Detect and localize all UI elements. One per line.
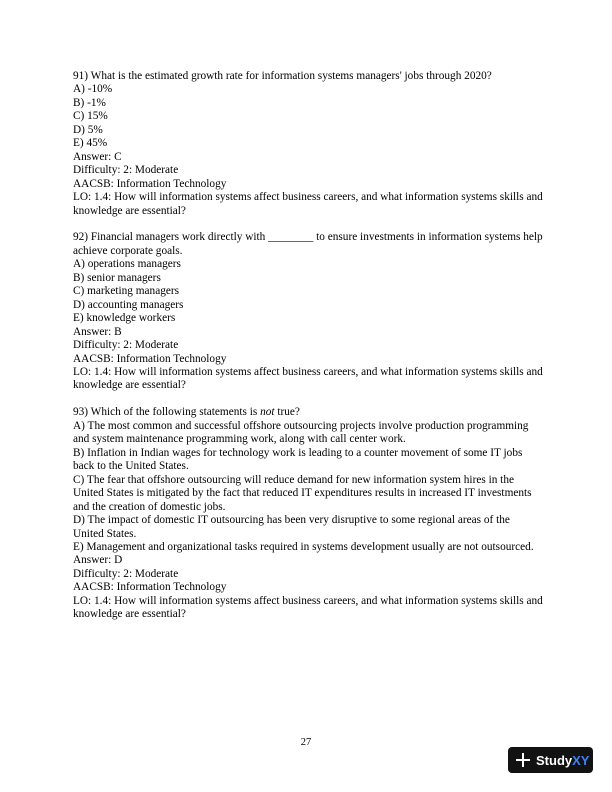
- stem-before: 93) Which of the following statements is: [73, 406, 261, 419]
- option-e: E) Management and organizational tasks required in systems development usually are not outsourced.: [73, 540, 534, 553]
- question-stem: [73, 406, 543, 419]
- question-91: [73, 70, 543, 218]
- learning-objective: LO: 1.4: How will information systems affect business careers, and what information systems skills and knowledge are essential?: [73, 366, 543, 392]
- page-number: 27: [300, 737, 312, 748]
- plus-icon: [514, 751, 532, 769]
- option-c: C) 15%: [73, 110, 108, 123]
- question-stem: 91) What is the estimated growth rate for information systems managers' jobs through 2020?: [73, 70, 492, 82]
- difficulty: Difficulty: 2: Moderate: [73, 164, 179, 177]
- difficulty: Difficulty: 2: Moderate: [73, 567, 179, 580]
- answer: Answer: C: [73, 150, 122, 163]
- difficulty: Difficulty: 2: Moderate: [73, 339, 179, 352]
- option-e: E) 45%: [73, 137, 108, 150]
- option-d: D) The impact of domestic IT outsourcing has been very disruptive to some regional areas of the United States.: [73, 514, 510, 540]
- option-a: A) -10%: [73, 83, 113, 96]
- badge-text: [536, 753, 589, 768]
- stem-emphasis: not: [260, 406, 275, 419]
- question-stem: 92) Financial managers work directly with ________ to ensure investments in information systems help achieve corporate goals.: [73, 231, 543, 257]
- learning-objective: LO: 1.4: How will information systems affect business careers, and what information systems skills and knowledge are essential?: [73, 594, 543, 621]
- question-93: [73, 406, 543, 621]
- aacsb: AACSB: Information Technology: [73, 352, 227, 365]
- aacsb: AACSB: Information Technology: [73, 177, 227, 190]
- option-d: D) accounting managers: [73, 298, 184, 311]
- option-b: B) senior managers: [73, 271, 161, 284]
- option-d: D) 5%: [73, 123, 103, 136]
- option-c: C) The fear that offshore outsourcing will reduce demand for new information system hires in the United States is mitigated by the fact that reduced IT expenditures results in increased IT investments and the creation of domestic jobs.: [73, 473, 532, 513]
- learning-objective: LO: 1.4: How will information systems affect business careers, and what information systems skills and knowledge are essential?: [73, 191, 543, 217]
- option-a: A) operations managers: [73, 258, 181, 271]
- stem-after: true?: [274, 406, 300, 419]
- option-e: E) knowledge workers: [73, 312, 176, 325]
- badge-prefix: Study: [536, 752, 573, 768]
- badge-accent: XY: [572, 752, 590, 768]
- answer: Answer: D: [73, 554, 123, 567]
- option-c: C) marketing managers: [73, 285, 180, 298]
- option-b: B) -1%: [73, 96, 106, 109]
- page-content: [73, 70, 543, 635]
- studyxy-badge[interactable]: [508, 747, 593, 773]
- option-b: B) Inflation in Indian wages for technology work is leading to a counter movement of some IT jobs back to the United States.: [73, 446, 523, 473]
- answer: Answer: B: [73, 325, 122, 338]
- aacsb: AACSB: Information Technology: [73, 581, 227, 594]
- option-a: A) The most common and successful offshore outsourcing projects involve production programming and system maintenance programming work, along with call center work.: [73, 419, 529, 446]
- question-92: [73, 231, 543, 392]
